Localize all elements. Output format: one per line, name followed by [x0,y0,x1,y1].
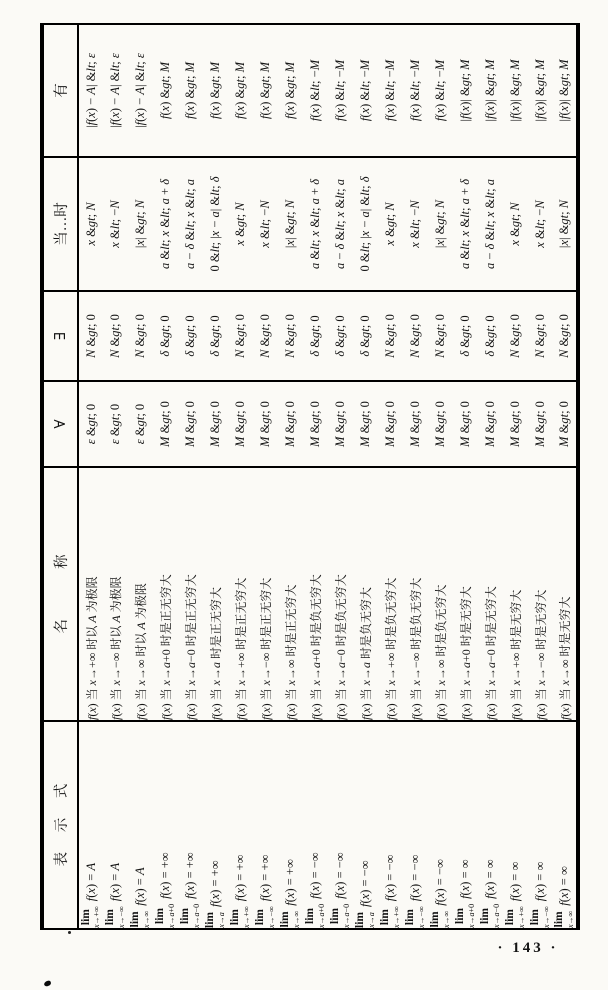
table-row [378,24,403,929]
limit-expression: f(x) = −∞ [308,852,322,899]
cell-name: f(x) 当 x→a+0 时是无穷大 [453,467,478,721]
cell-name: f(x) 当 x→a+0 时是正无穷大 [153,467,178,721]
cell-name: f(x) 当 x→a 时是正无穷大 [203,467,228,721]
cell-notation [478,721,503,929]
limits-definition-table [40,23,580,930]
cell-have: f(x) &lt; −M [328,24,353,157]
cell-name: f(x) 当 x→∞ 时是正无穷大 [278,467,303,721]
cell-name: f(x) 当 x→−∞ 时以 A 为极限 [103,467,128,721]
cell-when: a &lt; x &lt; a + δ [453,157,478,291]
cell-forall: M &gt; 0 [203,381,228,467]
cell-name: f(x) 当 x→∞ 时是负无穷大 [428,467,453,721]
lim-subscript: x→∞ [565,910,575,928]
cell-have: f(x) &gt; M [203,24,228,157]
cell-forall: ε &gt; 0 [103,381,128,467]
cell-notation [353,721,378,929]
lim-subscript: x→a+0 [316,903,326,928]
cell-exists: N &gt; 0 [428,291,453,381]
cell-when: |x| &gt; N [553,157,578,291]
limit-expression: f(x) = −∞ [383,854,397,902]
limit-expression: f(x) = +∞ [158,852,172,899]
cell-when: x &gt; N [78,157,103,291]
cell-when: x &gt; N [378,157,403,291]
cell-have: f(x) &gt; M [278,24,303,157]
rotated-table-container [40,25,576,930]
cell-name: f(x) 当 x→a 时是负无穷大 [353,467,378,721]
cell-when: x &gt; N [228,157,253,291]
lim-subscript: x→∞ [141,910,151,928]
lim-operator: lim x→+∞ [504,906,526,928]
lim-operator: lim x→+∞ [79,906,102,928]
cell-forall: M &gt; 0 [553,381,578,467]
lim-operator: lim x→−∞ [254,906,276,928]
table-row [428,24,453,929]
cell-exists: N &gt; 0 [228,291,253,381]
limit-expression: f(x) = −∞ [433,859,447,906]
cell-when: x &lt; −N [403,157,428,291]
lim-operator: lim x→a−0 [479,903,501,928]
ink-speck [43,980,51,987]
cell-forall: M &gt; 0 [478,381,503,467]
lim-subscript: x→+∞ [241,906,251,928]
cell-name: f(x) 当 x→a+0 时是负无穷大 [303,467,328,721]
cell-have: f(x) &gt; M [153,24,178,157]
cell-forall: M &gt; 0 [528,381,553,467]
table-row [553,24,578,929]
limit-expression: f(x) = ∞ [508,861,522,902]
cell-forall: M &gt; 0 [178,381,203,467]
cell-exists: N &gt; 0 [403,291,428,381]
limit-expression: f(x) = −∞ [408,854,422,902]
cell-have: |f(x)| &gt; M [503,24,528,157]
lim-operator: lim x→−∞ [404,906,426,928]
cell-forall: M &gt; 0 [328,381,353,467]
table-row [128,24,153,929]
limit-expression: f(x) = +∞ [233,854,247,902]
table-row [528,24,553,929]
cell-notation [178,721,203,929]
cell-when: |x| &gt; N [278,157,303,291]
header-row [42,24,78,929]
lim-subscript: x→a−0 [341,903,351,928]
cell-notation [528,721,553,929]
limit-expression: f(x) = +∞ [208,860,222,908]
cell-exists: N &gt; 0 [103,291,128,381]
cell-name: f(x) 当 x→∞ 时以 A 为极限 [128,467,153,721]
cell-exists: δ &gt; 0 [153,291,178,381]
cell-forall: M &gt; 0 [453,381,478,467]
cell-have: f(x) &gt; M [228,24,253,157]
header-exists-symbol: ∃ [42,291,78,381]
cell-exists: δ &gt; 0 [328,291,353,381]
cell-when: |x| &gt; N [428,157,453,291]
cell-forall: ε &gt; 0 [78,381,103,467]
cell-when: a &lt; x &lt; a + δ [153,157,178,291]
limits-table-body [78,24,578,929]
cell-forall: M &gt; 0 [253,381,278,467]
cell-name: f(x) 当 x→+∞ 时是无穷大 [503,467,528,721]
lim-operator: lim x→a−0 [179,903,201,928]
cell-have: |f(x) − A| &lt; ε [103,24,128,157]
cell-notation [403,721,428,929]
cell-when: x &gt; N [503,157,528,291]
lim-subscript: x→a−0 [491,903,501,928]
lim-operator: lim x→∞ [129,910,151,928]
cell-when: |x| &gt; N [128,157,153,291]
lim-subscript: x→a+0 [166,903,176,928]
cell-exists: δ &gt; 0 [353,291,378,381]
lim-operator: lim x→+∞ [229,906,251,928]
lim-subscript: x→a−0 [191,903,201,928]
lim-operator: lim x→a [204,912,226,928]
cell-exists: N &gt; 0 [503,291,528,381]
cell-when: 0 &lt; |x − a| &lt; δ [203,157,228,291]
lim-subscript: x→−∞ [541,906,551,928]
cell-have: f(x) &lt; −M [303,24,328,157]
cell-when: a − δ &lt; x &lt; a [478,157,503,291]
cell-exists: N &gt; 0 [378,291,403,381]
cell-have: f(x) &lt; −M [428,24,453,157]
cell-exists: N &gt; 0 [528,291,553,381]
lim-operator: lim x→−∞ [104,906,126,928]
cell-name: f(x) 当 x→+∞ 时是负无穷大 [378,467,403,721]
limit-expression: f(x) = ∞ [483,859,497,899]
cell-exists: N &gt; 0 [553,291,578,381]
cell-exists: δ &gt; 0 [478,291,503,381]
lim-operator: lim x→a+0 [154,903,176,928]
cell-forall: M &gt; 0 [353,381,378,467]
cell-forall: M &gt; 0 [303,381,328,467]
cell-notation [278,721,303,929]
table-row [353,24,378,929]
table-row [303,24,328,929]
cell-forall: M &gt; 0 [153,381,178,467]
lim-subscript: x→a+0 [466,903,476,928]
limit-expression: f(x) = ∞ [458,859,472,899]
header-notation: 表 示 式 [42,721,78,929]
cell-notation [153,721,178,929]
cell-have: f(x) &lt; −M [353,24,378,157]
limit-expression: f(x) = A [83,862,98,902]
cell-when: x &lt; −N [103,157,128,291]
lim-subscript: x→∞ [441,910,451,928]
ink-speck [68,931,71,934]
table-row [278,24,303,929]
lim-operator: lim x→a [354,912,376,928]
cell-notation [103,721,128,929]
cell-notation [553,721,578,929]
table-row [503,24,528,929]
cell-name: f(x) 当 x→a−0 时是正无穷大 [178,467,203,721]
lim-operator: lim x→a−0 [329,903,351,928]
cell-notation [328,721,353,929]
cell-exists: N &gt; 0 [78,291,103,381]
limit-expression: f(x) = +∞ [183,852,197,899]
cell-notation [228,721,253,929]
cell-when: a − δ &lt; x &lt; a [178,157,203,291]
cell-exists: N &gt; 0 [253,291,278,381]
lim-subscript: x→−∞ [116,906,126,928]
table-row [453,24,478,929]
cell-notation [203,721,228,929]
cell-name: f(x) 当 x→a−0 时是无穷大 [478,467,503,721]
lim-subscript: x→+∞ [516,906,526,928]
cell-when: x &lt; −N [253,157,278,291]
lim-operator: lim x→−∞ [529,906,551,928]
cell-have: |f(x)| &gt; M [453,24,478,157]
lim-subscript: x→a [366,912,376,928]
limit-expression: f(x) = ∞ [557,866,571,906]
limit-expression: f(x) = ∞ [533,861,547,902]
lim-subscript: x→−∞ [416,906,426,928]
cell-forall: M &gt; 0 [428,381,453,467]
cell-have: f(x) &gt; M [253,24,278,157]
cell-exists: δ &gt; 0 [453,291,478,381]
cell-when: a &lt; x &lt; a + δ [303,157,328,291]
cell-when: x &lt; −N [528,157,553,291]
lim-operator: lim x→a+0 [454,903,476,928]
cell-have: f(x) &gt; M [178,24,203,157]
lim-subscript: x→+∞ [391,906,401,928]
cell-forall: M &gt; 0 [228,381,253,467]
cell-name: f(x) 当 x→+∞ 时是正无穷大 [228,467,253,721]
cell-have: |f(x) − A| &lt; ε [128,24,153,157]
header-name: 名 称 [42,467,78,721]
cell-notation [78,721,103,929]
lim-subscript: x→−∞ [266,906,276,928]
lim-operator: lim x→∞ [429,910,451,928]
limit-expression: f(x) = A [108,862,122,902]
cell-notation [428,721,453,929]
cell-have: f(x) &lt; −M [378,24,403,157]
page-number: · 143 · [497,940,559,956]
table-row [478,24,503,929]
cell-have: |f(x)| &gt; M [478,24,503,157]
cell-notation [303,721,328,929]
cell-exists: δ &gt; 0 [303,291,328,381]
cell-exists: δ &gt; 0 [178,291,203,381]
cell-forall: M &gt; 0 [503,381,528,467]
lim-operator: lim x→∞ [553,910,575,928]
table-row [178,24,203,929]
cell-notation [503,721,528,929]
lim-operator: lim x→∞ [279,910,301,928]
table-row [203,24,228,929]
cell-notation [253,721,278,929]
cell-have: |f(x)| &gt; M [553,24,578,157]
limit-expression: f(x) = +∞ [258,854,272,902]
cell-name: f(x) 当 x→−∞ 时是无穷大 [528,467,553,721]
cell-have: |f(x) − A| &lt; ε [78,24,103,157]
cell-notation [378,721,403,929]
cell-name: f(x) 当 x→+∞ 时以 A 为极限 [78,467,103,721]
cell-name: f(x) 当 x→−∞ 时是正无穷大 [253,467,278,721]
cell-forall: M &gt; 0 [278,381,303,467]
header-forall-symbol: ∀ [42,381,78,467]
cell-when: a − δ &lt; x &lt; a [328,157,353,291]
lim-operator: lim x→+∞ [379,906,401,928]
lim-subscript: x→+∞ [92,906,102,928]
table-row [328,24,353,929]
limit-expression: f(x) = −∞ [333,852,347,899]
lim-subscript: x→a [216,912,226,928]
cell-exists: δ &gt; 0 [203,291,228,381]
header-when: 当…时 [42,157,78,291]
cell-forall: M &gt; 0 [378,381,403,467]
header-have: 有 [42,24,78,157]
cell-notation [453,721,478,929]
table-row [253,24,278,929]
cell-forall: ε &gt; 0 [128,381,153,467]
cell-exists: N &gt; 0 [128,291,153,381]
table-row [103,24,128,929]
lim-operator: lim x→a+0 [304,903,326,928]
lim-subscript: x→∞ [291,910,301,928]
cell-forall: M &gt; 0 [403,381,428,467]
limit-expression: f(x) = +∞ [283,859,297,906]
table-row [403,24,428,929]
cell-notation [128,721,153,929]
cell-have: |f(x)| &gt; M [528,24,553,157]
table-row [228,24,253,929]
cell-exists: N &gt; 0 [278,291,303,381]
table-row [153,24,178,929]
cell-name: f(x) 当 x→−∞ 时是负无穷大 [403,467,428,721]
cell-name: f(x) 当 x→∞ 时是无穷大 [553,467,578,721]
limit-expression: f(x) = −∞ [358,860,372,908]
cell-have: f(x) &lt; −M [403,24,428,157]
cell-when: 0 &lt; |x − a| &lt; δ [353,157,378,291]
limit-expression: f(x) = A [133,867,147,906]
table-row [78,24,103,929]
cell-name: f(x) 当 x→a−0 时是负无穷大 [328,467,353,721]
